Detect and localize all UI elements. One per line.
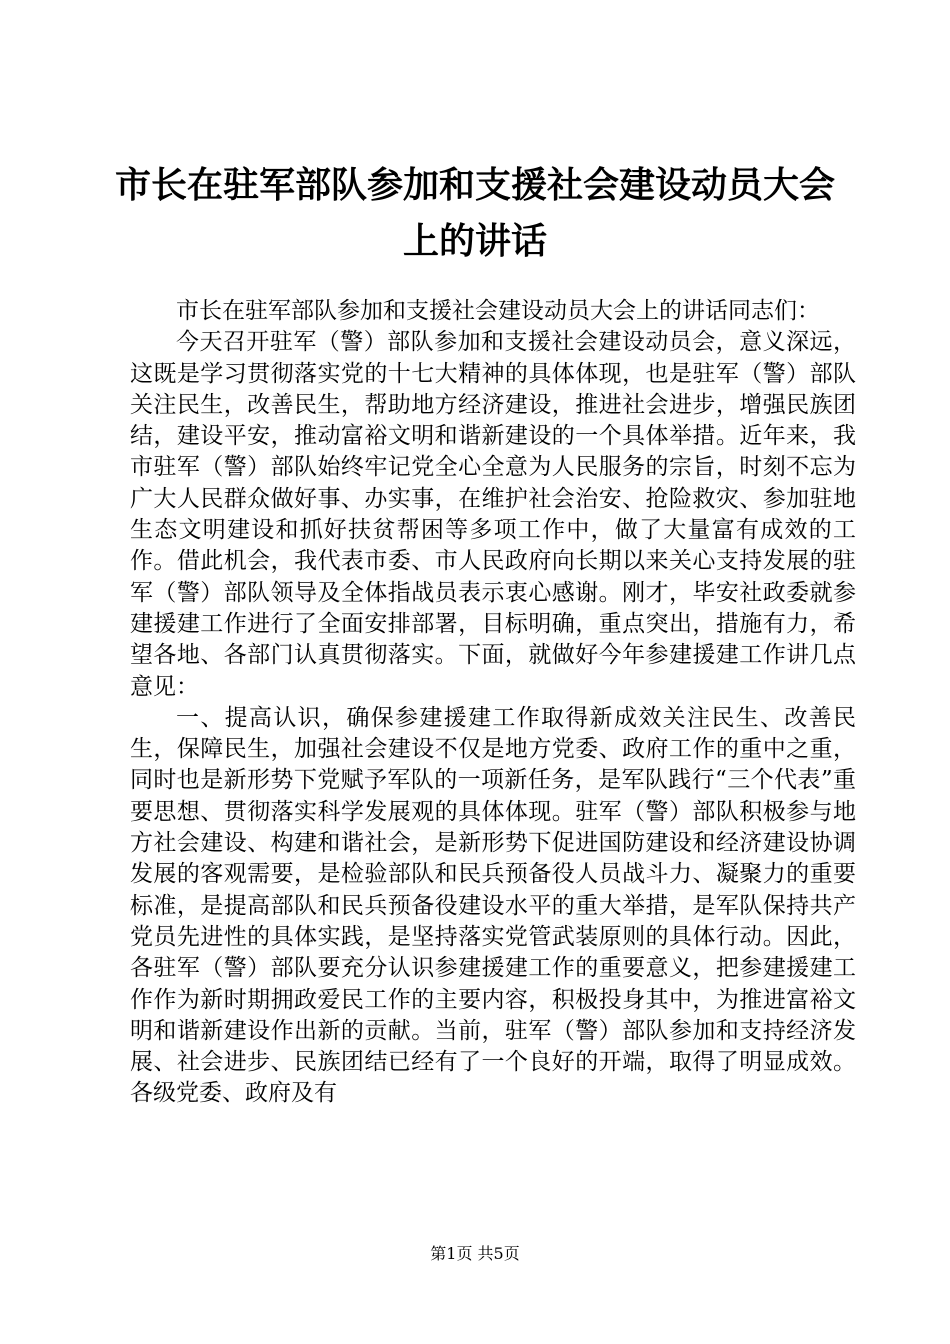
- paragraph-section-one: 一、提高认识，确保参建援建工作取得新成效关注民生、改善民生，保障民生，加强社会建设不仅是地方党委、政府工作的重中之重，同时也是新形势下党赋予军队的一项新任务，是军队践行“三个代表”重要思想、贯彻落实科学发展观的具体体现。驻军（警）部队积极参与地方社会建设、构建和谐社会，是新形势下促进国防建设和经济建设协调发展的客观需要，是检验部队和民兵预备役人员战斗力、凝聚力的重要标准，是提高部队和民兵预备役建设水平的重大举措，是军队保持共产党员先进性的具体实践，是坚持落实党管武装原则的具体行动。因此，各驻军（警）部队要充分认识参建援建工作的重要意义，把参建援建工作作为新时期拥政爱民工作的主要内容，积极投身其中，为推进富裕文明和谐新建设作出新的贡献。当前，驻军（警）部队参加和支持经济发展、社会进步、民族团结已经有了一个良好的开端，取得了明显成效。各级党委、政府及有: [130, 704, 856, 1107]
- page-footer: 第1页 共5页: [430, 1244, 520, 1263]
- paragraph-introduction: 今天召开驻军（警）部队参加和支援社会建设动员会，意义深远，这既是学习贯彻落实党的十七大精神的具体体现，也是驻军（警）部队关注民生，改善民生，帮助地方经济建设，推进社会进步，增强民族团结，建设平安，推动富裕文明和谐新建设的一个具体举措。近年来，我市驻军（警）部队始终牢记党全心全意为人民服务的宗旨，时刻不忘为广大人民群众做好事、办实事，在维护社会治安、抢险救灾、参加驻地生态文明建设和抓好扶贫帮困等多项工作中，做了大量富有成效的工作。借此机会，我代表市委、市人民政府向长期以来关心支持发展的驻军（警）部队领导及全体指战员表示衷心感谢。刚才，毕安社政委就参建援建工作进行了全面安排部署，目标明确，重点突出，措施有力，希望各地、各部门认真贯彻落实。下面，就做好今年参建援建工作讲几点意见：: [130, 329, 856, 700]
- title-line-1: 市长在驻军部队参加和支援社会建设动员大会: [114, 165, 835, 206]
- title-line-2: 上的讲话: [402, 221, 547, 262]
- document-body: [130, 296, 856, 1110]
- paragraph-opening: 市长在驻军部队参加和支援社会建设动员大会上的讲话同志们：: [176, 298, 820, 324]
- document-title: [110, 158, 840, 270]
